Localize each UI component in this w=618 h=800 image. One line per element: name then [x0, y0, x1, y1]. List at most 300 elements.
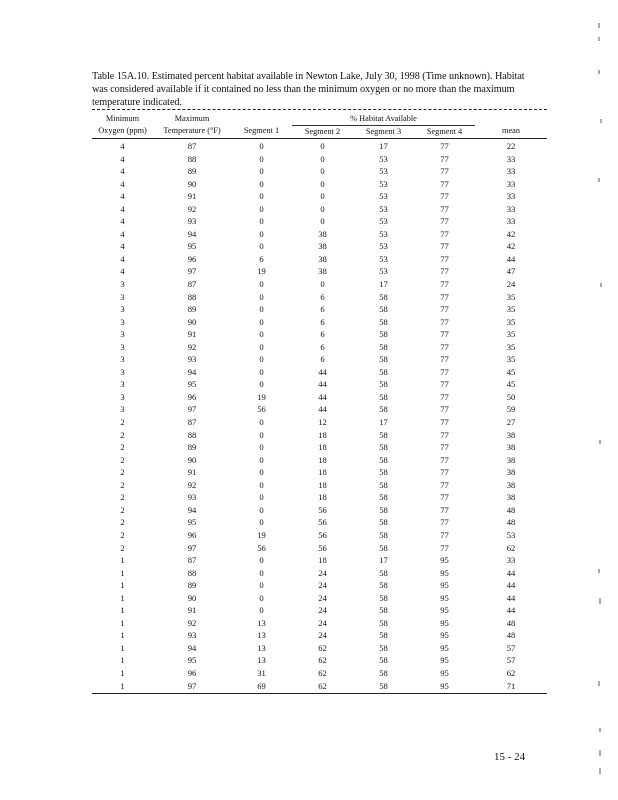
cell-segment-4: 95 — [440, 667, 449, 678]
cell-min-oxygen: 1 — [120, 642, 125, 653]
cell-max-temperature: 96 — [187, 253, 197, 264]
cell-max-temperature: 96 — [187, 529, 197, 540]
cell-segment-3: 53 — [379, 228, 388, 239]
cell-segment-4: 77 — [440, 379, 449, 390]
cell-min-oxygen: 1 — [120, 617, 125, 628]
cell-mean: 35 — [506, 291, 516, 302]
cell-segment-2: 38 — [318, 253, 327, 264]
cell-mean: 33 — [506, 191, 516, 202]
cell-segment-2: 44 — [318, 391, 327, 402]
cell-segment-1: 0 — [259, 555, 264, 566]
cell-mean: 62 — [506, 542, 516, 553]
cell-segment-3: 58 — [379, 630, 388, 641]
cell-segment-4: 77 — [440, 517, 449, 528]
cell-segment-1: 0 — [259, 366, 264, 377]
cell-segment-4: 77 — [440, 542, 449, 553]
cell-mean: 35 — [506, 316, 516, 327]
cell-segment-3: 53 — [379, 241, 388, 252]
cell-max-temperature: 96 — [187, 391, 197, 402]
cell-segment-3: 58 — [379, 667, 388, 678]
cell-segment-4: 77 — [440, 366, 449, 377]
cell-max-temperature: 95 — [187, 379, 197, 390]
cell-min-oxygen: 4 — [120, 203, 125, 214]
cell-mean: 57 — [506, 655, 516, 666]
cell-max-temperature: 89 — [187, 304, 197, 315]
cell-segment-4: 77 — [440, 479, 449, 490]
cell-segment-4: 77 — [440, 153, 449, 164]
cell-segment-4: 77 — [440, 341, 449, 352]
cell-max-temperature: 95 — [187, 517, 197, 528]
cell-segment-2: 0 — [320, 279, 325, 290]
cell-mean: 48 — [506, 504, 516, 515]
cell-max-temperature: 95 — [187, 655, 197, 666]
cell-min-oxygen: 2 — [120, 529, 125, 540]
cell-segment-4: 77 — [440, 442, 449, 453]
cell-segment-1: 0 — [259, 216, 264, 227]
cell-segment-3: 58 — [379, 617, 388, 628]
cell-segment-2: 0 — [320, 178, 325, 189]
cell-segment-2: 0 — [320, 216, 325, 227]
cell-segment-3: 53 — [379, 253, 388, 264]
cell-min-oxygen: 4 — [120, 166, 125, 177]
cell-min-oxygen: 3 — [120, 366, 125, 377]
header-max-temp-line1: Maximum — [174, 114, 210, 124]
cell-mean: 48 — [506, 617, 516, 628]
cell-segment-2: 38 — [318, 266, 327, 277]
cell-segment-1: 69 — [257, 680, 266, 691]
cell-segment-4: 77 — [440, 304, 449, 315]
cell-mean: 35 — [506, 304, 516, 315]
cell-min-oxygen: 1 — [120, 580, 125, 591]
cell-segment-2: 6 — [320, 304, 325, 315]
cell-mean: 48 — [506, 630, 516, 641]
cell-segment-1: 0 — [259, 166, 264, 177]
cell-max-temperature: 90 — [187, 592, 197, 603]
header-max-temperature: Temperature (°F) — [153, 125, 231, 139]
cell-min-oxygen: 3 — [120, 354, 125, 365]
cell-min-oxygen: 4 — [120, 141, 125, 151]
cell-max-temperature: 97 — [187, 404, 197, 415]
cell-segment-1: 0 — [259, 153, 264, 164]
cell-min-oxygen: 3 — [120, 329, 125, 340]
cell-segment-4: 95 — [440, 567, 449, 578]
cell-mean: 44 — [506, 253, 516, 264]
cell-segment-1: 0 — [259, 316, 264, 327]
cell-segment-1: 0 — [259, 304, 264, 315]
cell-segment-3: 17 — [379, 279, 388, 290]
cell-mean: 35 — [506, 354, 516, 365]
cell-segment-4: 77 — [440, 492, 449, 503]
cell-segment-4: 77 — [440, 216, 449, 227]
cell-segment-3: 58 — [379, 404, 388, 415]
cell-min-oxygen: 3 — [120, 341, 125, 352]
cell-segment-1: 13 — [257, 630, 266, 641]
cell-segment-2: 6 — [320, 291, 325, 302]
cell-segment-4: 77 — [440, 454, 449, 465]
cell-segment-2: 0 — [320, 191, 325, 202]
cell-mean: 33 — [506, 178, 516, 189]
cell-mean: 38 — [506, 442, 516, 453]
cell-segment-1: 19 — [257, 529, 266, 540]
cell-segment-3: 53 — [379, 266, 388, 277]
cell-segment-4: 77 — [440, 391, 449, 402]
header-segment-2: Segment 2 — [292, 125, 353, 139]
cell-segment-2: 62 — [318, 642, 327, 653]
cell-segment-2: 12 — [318, 417, 327, 428]
cell-max-temperature: 97 — [187, 680, 197, 691]
header-min-oxygen-line1: Minimum — [105, 114, 140, 124]
cell-segment-2: 56 — [318, 517, 327, 528]
cell-segment-4: 77 — [440, 241, 449, 252]
cell-segment-2: 38 — [318, 241, 327, 252]
cell-segment-3: 17 — [379, 141, 388, 151]
cell-max-temperature: 97 — [187, 542, 197, 553]
cell-mean: 44 — [506, 605, 516, 616]
header-habitat-group: % Habitat Available — [292, 113, 475, 125]
cell-segment-2: 38 — [318, 228, 327, 239]
cell-min-oxygen: 2 — [120, 542, 125, 553]
cell-segment-3: 58 — [379, 680, 388, 691]
cell-segment-4: 95 — [440, 630, 449, 641]
cell-segment-3: 58 — [379, 442, 388, 453]
cell-min-oxygen: 3 — [120, 391, 125, 402]
header-segment-1: Segment 1 — [231, 125, 292, 139]
caption-sentence-2: Habitat was considered available if it contained no less than the minimum oxygen or no more than the maximum temperature indicated. — [92, 71, 525, 109]
cell-segment-1: 0 — [259, 279, 264, 290]
cell-segment-4: 77 — [440, 329, 449, 340]
cell-segment-4: 95 — [440, 555, 449, 566]
cell-segment-2: 18 — [318, 492, 327, 503]
cell-mean: 42 — [506, 241, 516, 252]
cell-segment-3: 58 — [379, 605, 388, 616]
cell-mean: 44 — [506, 580, 516, 591]
cell-mean: 33 — [506, 203, 516, 214]
caption-sentence-1: Table 15A.10. Estimated percent habitat available in Newton Lake, July 30, 1998 (Time unknown). — [92, 71, 493, 82]
cell-segment-2: 44 — [318, 366, 327, 377]
cell-segment-1: 0 — [259, 442, 264, 453]
cell-segment-1: 0 — [259, 341, 264, 352]
cell-min-oxygen: 4 — [120, 228, 125, 239]
cell-segment-4: 77 — [440, 529, 449, 540]
cell-segment-1: 56 — [257, 542, 266, 553]
cell-mean: 33 — [506, 216, 516, 227]
cell-segment-4: 95 — [440, 642, 449, 653]
cell-mean: 35 — [506, 341, 516, 352]
cell-segment-2: 24 — [318, 567, 327, 578]
cell-segment-3: 58 — [379, 580, 388, 591]
cell-segment-3: 58 — [379, 454, 388, 465]
cell-segment-3: 53 — [379, 153, 388, 164]
cell-segment-3: 58 — [379, 366, 388, 377]
cell-max-temperature: 89 — [187, 442, 197, 453]
cell-max-temperature: 94 — [187, 228, 197, 239]
cell-min-oxygen: 4 — [120, 266, 125, 277]
cell-max-temperature: 91 — [187, 329, 197, 340]
cell-segment-1: 0 — [259, 504, 264, 515]
cell-min-oxygen: 4 — [120, 253, 125, 264]
cell-min-oxygen: 3 — [120, 279, 125, 290]
cell-segment-2: 18 — [318, 467, 327, 478]
cell-max-temperature: 94 — [187, 366, 197, 377]
cell-segment-4: 77 — [440, 404, 449, 415]
cell-segment-3: 17 — [379, 555, 388, 566]
cell-segment-3: 53 — [379, 166, 388, 177]
cell-segment-2: 56 — [318, 529, 327, 540]
cell-segment-1: 0 — [259, 203, 264, 214]
cell-max-temperature: 87 — [187, 279, 197, 290]
cell-max-temperature: 92 — [187, 203, 197, 214]
cell-segment-4: 95 — [440, 605, 449, 616]
cell-segment-2: 0 — [320, 203, 325, 214]
cell-segment-4: 77 — [440, 203, 449, 214]
cell-segment-2: 62 — [318, 655, 327, 666]
cell-segment-4: 77 — [440, 253, 449, 264]
cell-mean: 42 — [506, 228, 516, 239]
cell-max-temperature: 94 — [187, 642, 197, 653]
cell-segment-1: 56 — [257, 404, 266, 415]
cell-mean: 38 — [506, 492, 516, 503]
cell-max-temperature: 87 — [187, 555, 197, 566]
cell-max-temperature: 93 — [187, 492, 197, 503]
cell-max-temperature: 93 — [187, 630, 197, 641]
cell-mean: 33 — [506, 166, 516, 177]
cell-mean: 38 — [506, 467, 516, 478]
cell-min-oxygen: 1 — [120, 655, 125, 666]
cell-segment-3: 58 — [379, 642, 388, 653]
cell-max-temperature: 92 — [187, 479, 197, 490]
cell-mean: 24 — [506, 279, 516, 290]
cell-segment-4: 77 — [440, 354, 449, 365]
cell-mean: 33 — [506, 153, 516, 164]
cell-segment-3: 58 — [379, 517, 388, 528]
cell-segment-2: 6 — [320, 316, 325, 327]
cell-segment-4: 77 — [440, 191, 449, 202]
cell-segment-1: 0 — [259, 379, 264, 390]
page-number: 15 - 24 — [494, 751, 526, 763]
cell-max-temperature: 87 — [187, 141, 197, 151]
cell-segment-4: 77 — [440, 279, 449, 290]
cell-segment-2: 24 — [318, 580, 327, 591]
cell-segment-2: 56 — [318, 542, 327, 553]
cell-segment-1: 19 — [257, 266, 266, 277]
cell-max-temperature: 91 — [187, 191, 197, 202]
cell-min-oxygen: 4 — [120, 191, 125, 202]
cell-segment-3: 53 — [379, 178, 388, 189]
cell-segment-2: 0 — [320, 166, 325, 177]
cell-segment-4: 95 — [440, 680, 449, 691]
cell-segment-3: 53 — [379, 216, 388, 227]
cell-segment-1: 0 — [259, 479, 264, 490]
cell-max-temperature: 95 — [187, 241, 197, 252]
cell-segment-2: 18 — [318, 555, 327, 566]
cell-segment-1: 0 — [259, 605, 264, 616]
cell-segment-4: 77 — [440, 141, 449, 151]
cell-max-temperature: 94 — [187, 504, 197, 515]
cell-max-temperature: 97 — [187, 266, 197, 277]
cell-segment-3: 53 — [379, 203, 388, 214]
cell-segment-4: 95 — [440, 580, 449, 591]
header-segment-3: Segment 3 — [353, 125, 414, 139]
cell-segment-3: 58 — [379, 479, 388, 490]
cell-segment-1: 0 — [259, 291, 264, 302]
cell-min-oxygen: 4 — [120, 153, 125, 164]
cell-min-oxygen: 2 — [120, 504, 125, 515]
header-segment-4: Segment 4 — [414, 125, 475, 139]
cell-segment-1: 0 — [259, 141, 264, 151]
cell-max-temperature: 88 — [187, 429, 197, 440]
cell-segment-2: 24 — [318, 617, 327, 628]
cell-mean: 45 — [506, 379, 516, 390]
cell-min-oxygen: 2 — [120, 467, 125, 478]
cell-segment-3: 58 — [379, 341, 388, 352]
cell-max-temperature: 88 — [187, 153, 197, 164]
cell-mean: 27 — [506, 417, 516, 428]
cell-mean: 47 — [506, 266, 516, 277]
header-min-oxygen: Oxygen (ppm) — [92, 125, 153, 139]
cell-max-temperature: 90 — [187, 178, 197, 189]
cell-segment-1: 0 — [259, 178, 264, 189]
cell-max-temperature: 91 — [187, 467, 197, 478]
cell-mean: 38 — [506, 454, 516, 465]
cell-segment-1: 0 — [259, 517, 264, 528]
cell-max-temperature: 90 — [187, 316, 197, 327]
cell-max-temperature: 96 — [187, 667, 197, 678]
cell-segment-4: 95 — [440, 617, 449, 628]
cell-segment-2: 18 — [318, 442, 327, 453]
cell-segment-1: 0 — [259, 191, 264, 202]
cell-mean: 71 — [506, 680, 516, 691]
cell-segment-3: 17 — [379, 417, 388, 428]
cell-segment-2: 6 — [320, 329, 325, 340]
cell-segment-4: 77 — [440, 504, 449, 515]
cell-min-oxygen: 1 — [120, 567, 125, 578]
cell-min-oxygen: 1 — [120, 630, 125, 641]
cell-segment-1: 0 — [259, 580, 264, 591]
cell-segment-3: 58 — [379, 542, 388, 553]
cell-min-oxygen: 3 — [120, 379, 125, 390]
cell-min-oxygen: 2 — [120, 429, 125, 440]
cell-segment-3: 53 — [379, 191, 388, 202]
cell-mean: 33 — [506, 555, 516, 566]
cell-max-temperature: 88 — [187, 291, 197, 302]
cell-mean: 22 — [506, 141, 516, 151]
cell-mean: 59 — [506, 404, 516, 415]
cell-min-oxygen: 3 — [120, 291, 125, 302]
cell-min-oxygen: 1 — [120, 667, 125, 678]
cell-max-temperature: 88 — [187, 567, 197, 578]
cell-segment-4: 77 — [440, 316, 449, 327]
cell-segment-1: 0 — [259, 241, 264, 252]
cell-segment-4: 95 — [440, 592, 449, 603]
cell-segment-4: 95 — [440, 655, 449, 666]
cell-segment-1: 13 — [257, 655, 266, 666]
cell-min-oxygen: 1 — [120, 680, 125, 691]
cell-mean: 53 — [506, 529, 516, 540]
cell-segment-2: 62 — [318, 680, 327, 691]
cell-segment-4: 77 — [440, 467, 449, 478]
cell-segment-4: 77 — [440, 166, 449, 177]
cell-segment-1: 13 — [257, 617, 266, 628]
cell-segment-1: 0 — [259, 592, 264, 603]
cell-min-oxygen: 4 — [120, 241, 125, 252]
cell-min-oxygen: 2 — [120, 479, 125, 490]
cell-segment-1: 0 — [259, 429, 264, 440]
cell-segment-2: 44 — [318, 379, 327, 390]
cell-max-temperature: 89 — [187, 580, 197, 591]
cell-mean: 38 — [506, 429, 516, 440]
cell-max-temperature: 91 — [187, 605, 197, 616]
cell-segment-3: 58 — [379, 504, 388, 515]
cell-segment-1: 0 — [259, 492, 264, 503]
cell-segment-2: 0 — [320, 141, 325, 151]
cell-segment-2: 24 — [318, 592, 327, 603]
cell-segment-4: 77 — [440, 228, 449, 239]
cell-segment-2: 18 — [318, 454, 327, 465]
cell-mean: 44 — [506, 592, 516, 603]
cell-max-temperature: 89 — [187, 166, 197, 177]
cell-min-oxygen: 2 — [120, 492, 125, 503]
cell-mean: 35 — [506, 329, 516, 340]
cell-min-oxygen: 2 — [120, 517, 125, 528]
cell-segment-3: 58 — [379, 316, 388, 327]
cell-segment-1: 0 — [259, 454, 264, 465]
cell-min-oxygen: 4 — [120, 216, 125, 227]
cell-max-temperature: 92 — [187, 341, 197, 352]
cell-segment-1: 13 — [257, 642, 266, 653]
cell-segment-1: 6 — [259, 253, 264, 264]
cell-segment-2: 24 — [318, 630, 327, 641]
cell-segment-4: 77 — [440, 178, 449, 189]
header-mean: mean — [475, 125, 547, 139]
cell-segment-3: 58 — [379, 467, 388, 478]
cell-segment-3: 58 — [379, 291, 388, 302]
cell-min-oxygen: 1 — [120, 605, 125, 616]
cell-min-oxygen: 1 — [120, 592, 125, 603]
cell-segment-3: 58 — [379, 492, 388, 503]
cell-mean: 62 — [506, 667, 516, 678]
cell-segment-4: 77 — [440, 291, 449, 302]
cell-segment-3: 58 — [379, 529, 388, 540]
cell-segment-3: 58 — [379, 329, 388, 340]
cell-max-temperature: 90 — [187, 454, 197, 465]
cell-segment-2: 18 — [318, 429, 327, 440]
cell-segment-2: 44 — [318, 404, 327, 415]
cell-min-oxygen: 3 — [120, 304, 125, 315]
cell-segment-1: 0 — [259, 567, 264, 578]
cell-segment-3: 58 — [379, 354, 388, 365]
cell-segment-1: 0 — [259, 467, 264, 478]
cell-mean: 44 — [506, 567, 516, 578]
cell-segment-2: 56 — [318, 504, 327, 515]
cell-max-temperature: 93 — [187, 354, 197, 365]
cell-min-oxygen: 4 — [120, 178, 125, 189]
cell-segment-2: 6 — [320, 354, 325, 365]
cell-min-oxygen: 2 — [120, 442, 125, 453]
cell-segment-4: 77 — [440, 429, 449, 440]
cell-mean: 48 — [506, 517, 516, 528]
cell-mean: 50 — [506, 391, 516, 402]
cell-segment-3: 58 — [379, 429, 388, 440]
cell-segment-2: 6 — [320, 341, 325, 352]
cell-mean: 38 — [506, 479, 516, 490]
cell-segment-3: 58 — [379, 592, 388, 603]
cell-min-oxygen: 1 — [120, 555, 125, 566]
cell-mean: 45 — [506, 366, 516, 377]
cell-segment-3: 58 — [379, 379, 388, 390]
cell-segment-3: 58 — [379, 304, 388, 315]
cell-segment-1: 31 — [257, 667, 266, 678]
cell-max-temperature: 87 — [187, 417, 197, 428]
